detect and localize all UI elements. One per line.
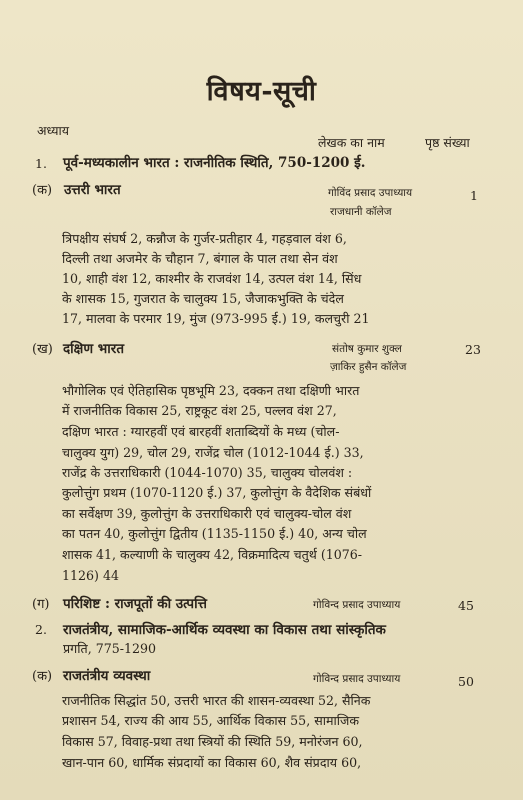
- chapter-column-header: अध्याय: [37, 123, 69, 138]
- author-name: संतोष कुमार शुक्ल: [332, 343, 402, 355]
- section-title-north-india: उत्तरी भारत: [64, 182, 121, 198]
- page-column-header: पृष्ठ संख्या: [425, 135, 470, 150]
- author-affiliation: ज़ाकिर हुसैन कॉलेज: [330, 361, 407, 373]
- author-affiliation: राजधानी कॉलेज: [330, 206, 392, 218]
- section-title-appendix: परिशिष्ट : राजपूतों की उत्पत्ति: [63, 596, 207, 612]
- author-name: गोविंद प्रसाद उपाध्याय: [328, 187, 413, 199]
- topic-line: के शासक 15, गुजरात के चालुक्य 15, जैजाकभुक्ति के चंदेल: [62, 291, 344, 306]
- page-number: 1: [470, 188, 478, 203]
- section-marker: (क): [32, 183, 53, 198]
- topic-line: का सर्वेक्षण 39, कुलोत्तुंग के उत्तराधिकारी एवं चालुक्य-चोल वंश: [62, 506, 352, 521]
- topic-line: भौगोलिक एवं ऐतिहासिक पृष्ठभूमि 23, दक्कन तथा दक्षिणी भारत: [62, 383, 360, 398]
- topic-line: में राजनीतिक विकास 25, राष्ट्रकूट वंश 25, पल्लव वंश 27,: [62, 403, 337, 418]
- author-column-header: लेखक का नाम: [318, 135, 385, 150]
- topic-line: राजनीतिक सिद्धांत 50, उत्तरी भारत की शासन-व्यवस्था 52, सैनिक: [62, 693, 371, 708]
- section-marker: (क): [32, 669, 53, 684]
- page-number: 23: [465, 342, 481, 357]
- page-title: विषय-सूची: [206, 76, 317, 107]
- topic-line: राजेंद्र के उत्तराधिकारी (1044-1070) 35, चालुक्य चोलवंश :: [62, 465, 353, 480]
- author-name: गोविन्द प्रसाद उपाध्याय: [313, 673, 401, 685]
- topic-line: कुलोत्तुंग प्रथम (1070-1120 ई.) 37, कुलोत्तुंग के वैदेशिक संबंधों: [62, 485, 372, 500]
- topic-line: दिल्ली तथा अजमेर के चौहान 7, बंगाल के पाल तथा सेन वंश: [62, 251, 338, 266]
- topic-line: विकास 57, विवाह-प्रथा तथा स्त्रियों की स्थिति 59, मनोरंजन 60,: [62, 734, 363, 749]
- topic-line: शासक 41, कल्याणी के चालुक्य 42, विक्रमादित्य चतुर्थ (1076-: [62, 547, 363, 562]
- chapter-2-title-line: राजतंत्रीय, सामाजिक-आर्थिक व्यवस्था का विकास तथा सांस्कृतिक: [63, 622, 386, 638]
- page-number: 50: [458, 674, 474, 689]
- topic-line: 1126) 44: [62, 568, 119, 583]
- page-number: 45: [458, 598, 474, 613]
- topic-line: 17, मालवा के परमार 19, मुंज (973-995 ई.) 19, कलचुरी 21: [62, 311, 370, 326]
- topic-line: का पतन 40, कुलोत्तुंग द्वितीय (1135-1150 ई.) 40, अन्य चोल: [62, 526, 367, 541]
- chapter-1-title: पूर्व-मध्यकालीन भारत : राजनीतिक स्थिति, 750-1200 ई.: [63, 155, 366, 171]
- chapter-2-number: 2.: [35, 622, 47, 637]
- section-marker: (ग): [32, 597, 50, 612]
- section-title-south-india: दक्षिण भारत: [63, 341, 125, 357]
- topic-line: त्रिपक्षीय संघर्ष 2, कन्नौज के गुर्जर-प्रतीहार 4, गहड़वाल वंश 6,: [62, 231, 347, 246]
- chapter-1-number: 1.: [35, 156, 47, 171]
- section-title-polity: राजतंत्रीय व्यवस्था: [63, 668, 151, 684]
- author-name: गोविन्द प्रसाद उपाध्याय: [313, 599, 401, 611]
- topic-line: 10, शाही वंश 12, काश्मीर के राजवंश 14, उत्पल वंश 14, सिंध: [62, 271, 362, 286]
- topic-line: खान-पान 60, धार्मिक संप्रदायों का विकास 60, शैव संप्रदाय 60,: [62, 755, 362, 770]
- section-marker: (ख): [32, 342, 53, 357]
- topic-line: प्रशासन 54, राज्य की आय 55, आर्थिक विकास 55, सामाजिक: [62, 713, 360, 728]
- topic-line: दक्षिण भारत : ग्यारहवीं एवं बारहवीं शताब्दियों के मध्य (चोल-: [62, 424, 340, 439]
- chapter-2-title-line: प्रगति, 775-1290: [63, 641, 157, 656]
- topic-line: चालुक्य युग) 29, चोल 29, राजेंद्र चोल (1012-1044 ई.) 33,: [62, 445, 364, 460]
